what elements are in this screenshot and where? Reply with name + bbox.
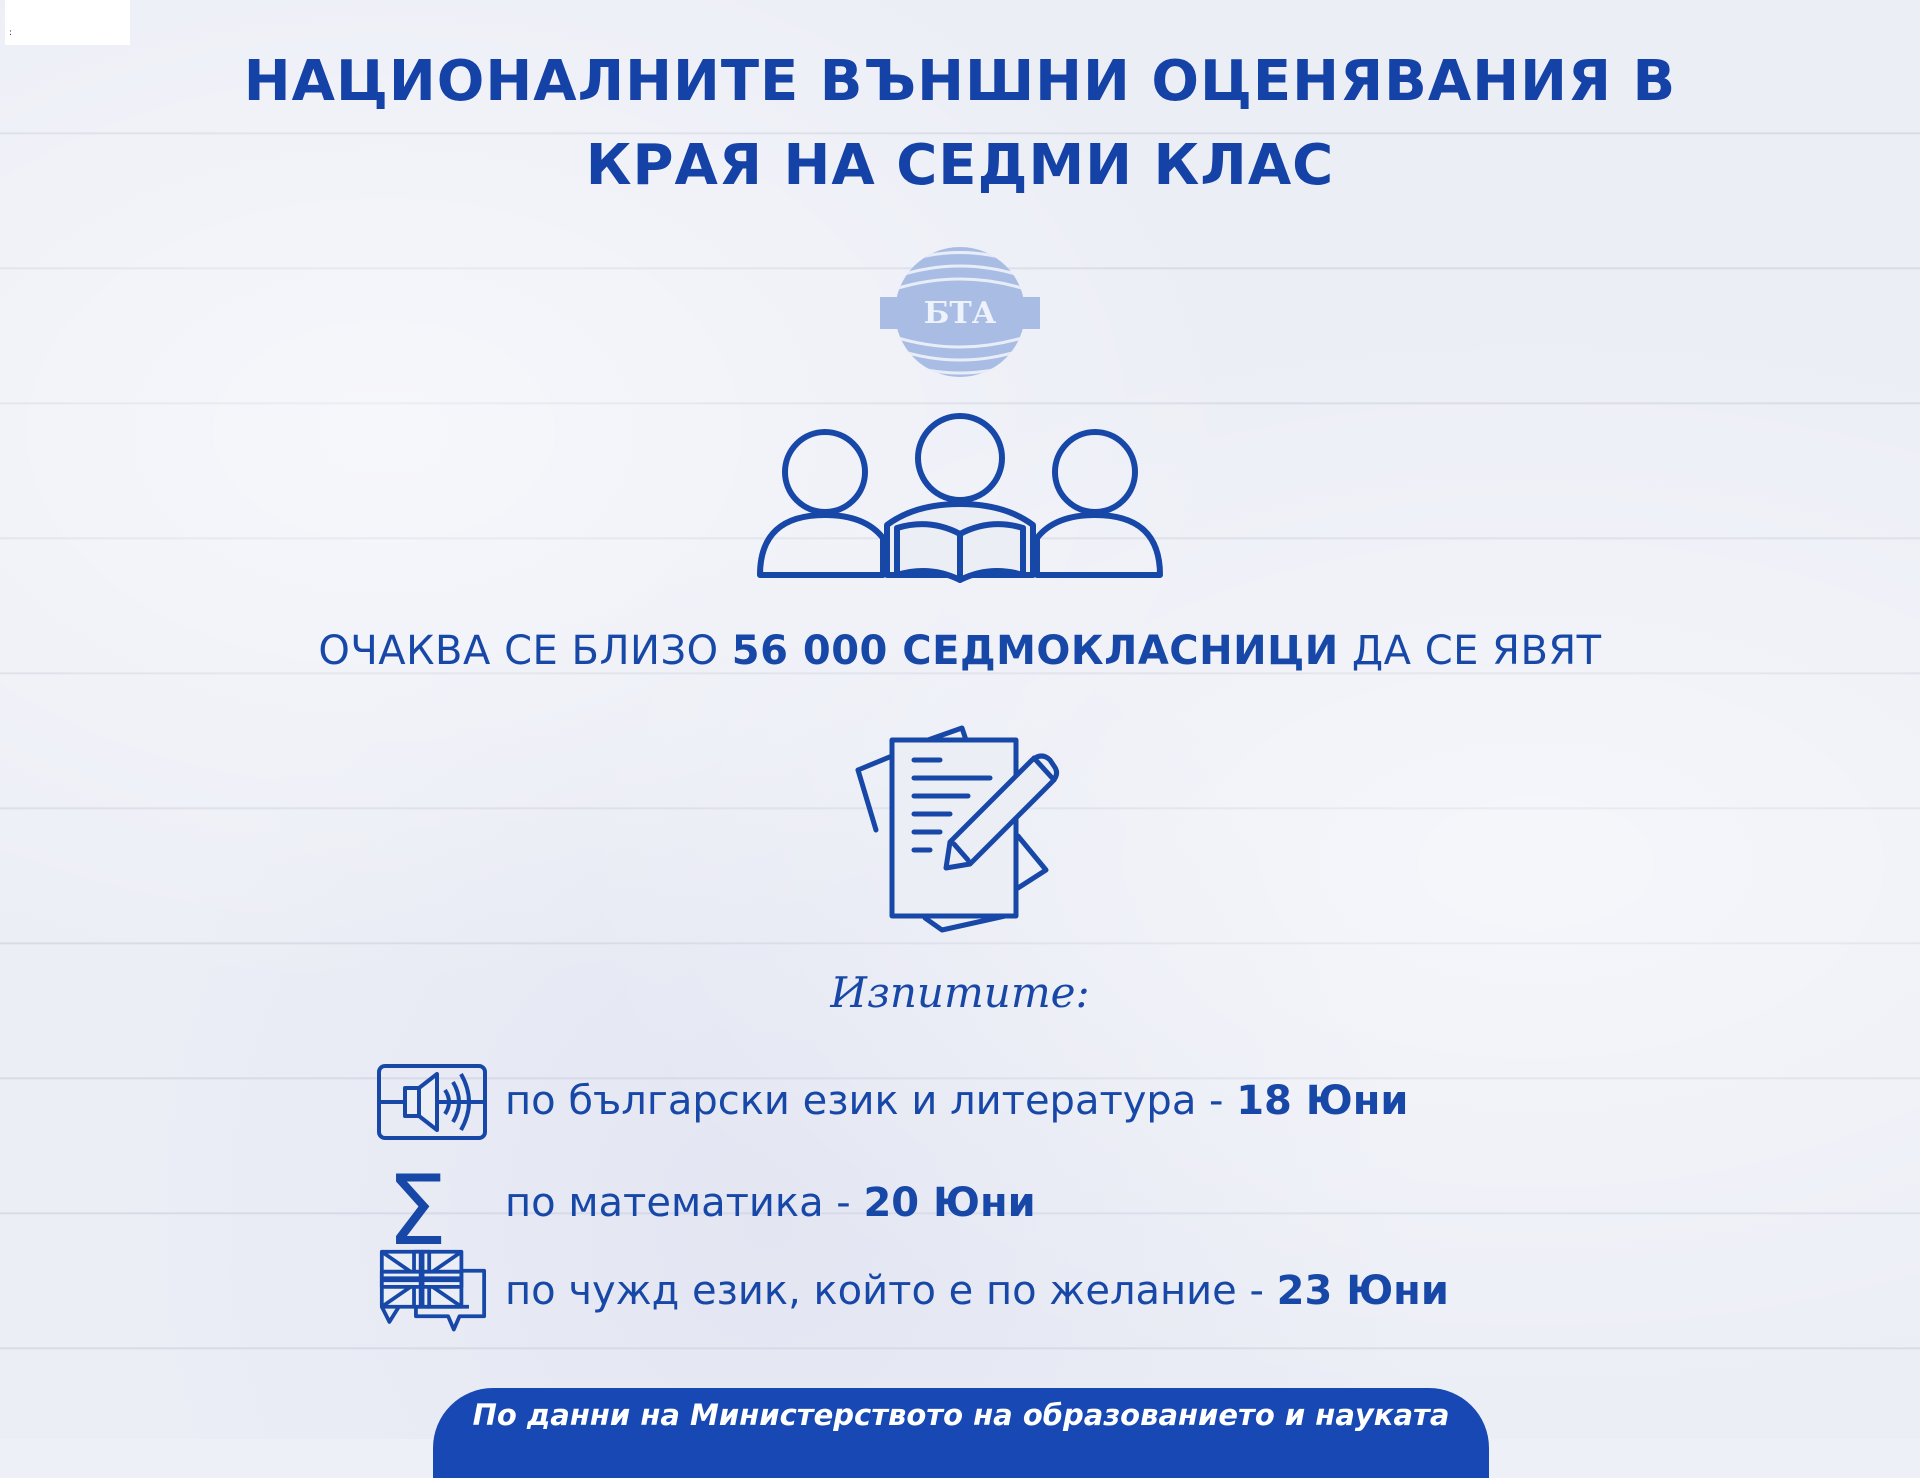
- exams-label: Изпитите:: [830, 968, 1090, 1017]
- title-line-2: КРАЯ НА СЕДМИ КЛАС: [585, 133, 1335, 198]
- exam-row-math: [375, 1160, 1575, 1250]
- exam-row-foreign-language: [375, 1248, 1575, 1338]
- exam-subject: по математика -: [505, 1180, 864, 1226]
- document-pencil-icon: [850, 718, 1070, 938]
- sigma-icon: [375, 1160, 490, 1250]
- expect-suffix: ДА СЕ ЯВЯТ: [1338, 628, 1602, 674]
- logo-text: БТА: [923, 296, 997, 331]
- source-footer-text: По данни на Министерството на образованието и науката: [472, 1398, 1450, 1432]
- students-reading-icon: [755, 410, 1165, 595]
- svg-text:Σ: Σ: [386, 1160, 448, 1250]
- bta-logo: [880, 245, 1040, 380]
- exam-row-bulgarian: [375, 1058, 1575, 1148]
- exam-subject: по български език и литература -: [505, 1078, 1237, 1124]
- exam-text-foreign-language: [505, 1268, 1449, 1314]
- source-footer: [433, 1388, 1489, 1478]
- title-line-1: НАЦИОНАЛНИТЕ ВЪНШНИ ОЦЕНЯВАНИЯ В: [243, 49, 1677, 114]
- expect-prefix: ОЧАКВА СЕ БЛИЗО: [318, 628, 732, 674]
- exam-text-math: [505, 1180, 1036, 1226]
- exam-text-bulgarian: [505, 1078, 1408, 1124]
- exam-subject: по чужд език, който е по желание -: [505, 1268, 1277, 1314]
- page-title: [0, 40, 1920, 208]
- expected-students-text: [0, 628, 1920, 674]
- uk-flag-chat-icon: [375, 1248, 490, 1338]
- speaker-book-icon: [375, 1058, 490, 1148]
- expect-count: 56 000 СЕДМОКЛАСНИЦИ: [731, 628, 1339, 674]
- corner-placeholder: :: [5, 0, 130, 45]
- exam-date: 18 Юни: [1236, 1078, 1409, 1124]
- exam-date: 20 Юни: [863, 1180, 1036, 1226]
- exam-date: 23 Юни: [1276, 1268, 1449, 1314]
